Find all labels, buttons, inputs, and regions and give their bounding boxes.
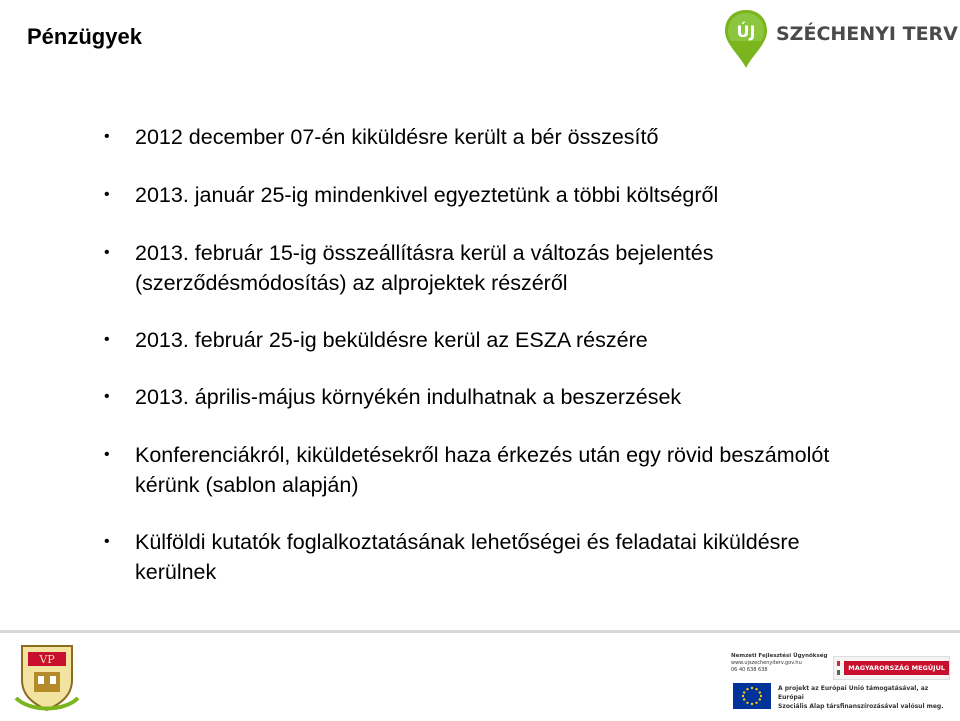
bullet-marker: • <box>104 244 110 261</box>
bullet-item: 2013. április-május környékén indulhatnak a beszerzések <box>135 385 682 409</box>
university-crest-icon <box>12 640 82 716</box>
bullet-marker: • <box>104 186 110 203</box>
bullet-item: 2013. január 25-ig mindenkivel egyeztetünk a többi költségről <box>135 183 719 207</box>
eu-funding-line: A projekt az Európai Unió támogatásával, az Európai <box>778 685 929 701</box>
bullet-item: 2013. február 25-ig beküldésre kerül az ESZA részére <box>135 328 648 352</box>
bullet-marker: • <box>104 331 110 348</box>
bullet-marker: • <box>104 128 110 145</box>
agency-url: www.ujszechenyiterv.gov.hu <box>731 660 802 666</box>
eu-funding-note <box>778 684 953 711</box>
bullet-item-continuation: (szerződésmódosítás) az alprojektek részéről <box>135 271 568 295</box>
eu-funding-line: Szociális Alap társfinanszírozásával valósul meg. <box>778 703 944 710</box>
hungary-banner <box>833 656 950 680</box>
crest-letters: VP <box>39 653 55 666</box>
banner-label: MAGYARORSZÁG MEGÚJUL <box>844 661 949 675</box>
agency-phone: 06 40 638 638 <box>731 667 768 673</box>
bullet-item: Külföldi kutatók foglalkoztatásának lehetőségei és feladatai kiküldésre <box>135 530 800 554</box>
agency-name: Nemzeti Fejlesztési Ügynökség <box>731 653 828 659</box>
bullet-marker: • <box>104 388 110 405</box>
agency-info <box>731 652 841 674</box>
bullet-item-continuation: kérünk (sablon alapján) <box>135 473 359 497</box>
slide-title: Pénzügyek <box>27 24 142 49</box>
bullet-marker: • <box>104 533 110 550</box>
bullet-marker: • <box>104 446 110 463</box>
logo-badge-text: ÚJ <box>736 22 756 41</box>
bullet-item: Konferenciákról, kiküldetésekről haza érkezés után egy rövid beszámolót <box>135 443 830 467</box>
footer-divider <box>0 630 960 633</box>
bullet-item: 2013. február 15-ig összeállításra kerül a változás bejelentés <box>135 241 714 265</box>
bullet-item: 2012 december 07-én kiküldésre került a bér összesítő <box>135 125 659 149</box>
bullet-item-continuation: kerülnek <box>135 560 217 584</box>
eu-flag-icon <box>733 683 771 709</box>
hungarian-flag-icon <box>837 661 840 675</box>
logo-text: SZÉCHENYI TERV <box>776 23 958 45</box>
